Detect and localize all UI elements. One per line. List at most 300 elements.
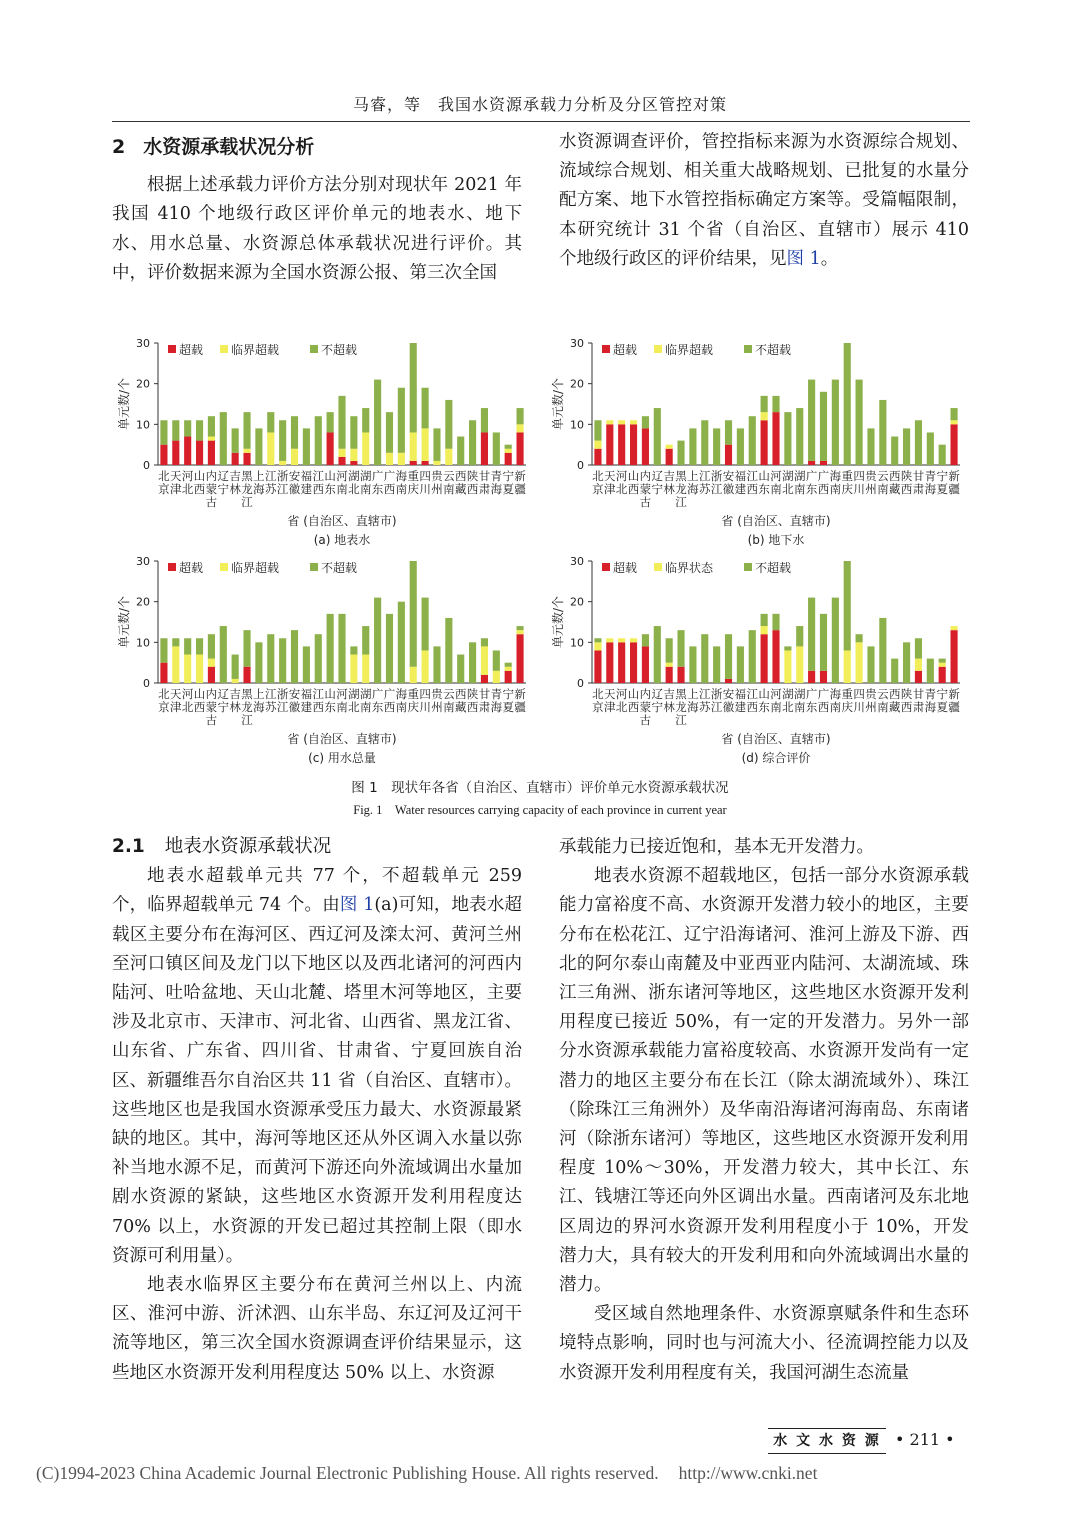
x-tick-label: 海 [253, 482, 265, 496]
x-tick-label: 海 [924, 482, 937, 496]
x-tick-label: 陕 [900, 687, 913, 701]
x-tick-label: 川 [853, 482, 865, 496]
bar-critical-1 [606, 638, 613, 642]
bar-not-over-12 [303, 646, 310, 683]
x-tick-label: 川 [853, 700, 865, 714]
x-tick-label: 广 [383, 687, 396, 701]
x-axis-label: 省 (自治区、直辖市) [721, 514, 831, 528]
x-tick-label: 南 [770, 700, 782, 714]
bar-critical-1 [172, 646, 179, 683]
bar-over-22 [422, 461, 429, 465]
bar-over-30 [951, 424, 958, 465]
x-tick-label: 山 [758, 469, 770, 483]
bar-critical-3 [630, 638, 637, 642]
bar-over-7 [243, 453, 250, 465]
bar-critical-9 [267, 432, 274, 465]
x-tick-label: 广 [805, 687, 818, 701]
x-tick-label: 江 [746, 687, 759, 701]
section-2-para1-continued [559, 128, 969, 274]
bar-over-14 [327, 432, 334, 465]
y-tick-label: 20 [136, 377, 150, 391]
bar-over-4 [208, 441, 215, 465]
x-tick-label: 林 [229, 482, 241, 496]
x-tick-label: 广 [383, 469, 396, 483]
bar-critical-14 [761, 412, 768, 420]
p1-text-pre: 地表水超载单元共 77 个，不超载单元 259 个，临界超载单元 74 个。由 [112, 866, 522, 916]
y-tick-label: 20 [136, 595, 150, 609]
x-tick-label: 蒙 [205, 482, 218, 496]
x-tick-label: 福 [300, 469, 313, 483]
bar-over-1 [606, 424, 613, 465]
x-tick-label: 京 [158, 700, 170, 714]
x-tick-label: 云 [877, 687, 889, 701]
bar-not-over-24 [445, 618, 452, 683]
x-tick-label: 宁 [217, 700, 230, 714]
bar-critical-27 [481, 646, 488, 674]
x-tick-label: 西 [383, 700, 396, 714]
bar-not-over-5 [654, 408, 661, 465]
figure-1a-link[interactable]: 图 1 [339, 895, 375, 916]
x-tick-label: 林 [663, 482, 675, 496]
bar-not-over-16 [784, 646, 791, 650]
bar-not-over-30 [517, 408, 524, 424]
x-tick-label: 津 [170, 700, 182, 714]
x-tick-label: 海 [687, 482, 699, 496]
bar-over-27 [915, 671, 922, 683]
x-tick-label: 湖 [782, 687, 794, 701]
bar-critical-2 [618, 638, 625, 642]
x-tick-label: 山 [627, 687, 640, 701]
bar-not-over-1 [172, 420, 179, 440]
bar-not-over-16 [350, 646, 357, 654]
bar-critical-2 [618, 420, 625, 424]
bar-not-over-14 [327, 614, 334, 683]
bar-not-over-9 [267, 412, 274, 432]
y-tick-label: 10 [570, 636, 584, 650]
bar-not-over-10 [713, 646, 720, 683]
x-tick-label: 四 [419, 469, 431, 483]
x-tick-label: 徽 [288, 700, 301, 714]
x-tick-label: 安 [288, 687, 301, 701]
legend-swatch-critical [654, 563, 662, 571]
section-2-1-para4: 受区域自然地理条件、水资源禀赋条件和生态环境特点影响，同时也与河流大小、径流调控能力以及水资源开发利用程度有关，我国河湖生态流量 [559, 1304, 969, 1383]
x-tick-label: 重 [407, 469, 419, 483]
bar-over-6 [232, 453, 239, 465]
bar-over-30 [517, 432, 524, 465]
bar-over-15 [772, 412, 779, 465]
x-tick-label: 庆 [407, 482, 419, 496]
bar-over-29 [505, 671, 512, 683]
bar-not-over-20 [832, 380, 839, 465]
bar-critical-3 [196, 655, 203, 683]
bar-critical-30 [517, 630, 524, 634]
legend-swatch-not-over [310, 563, 318, 571]
x-tick-label: 海 [395, 469, 408, 483]
x-tick-label: 内 [205, 469, 218, 483]
y-tick-label: 0 [577, 459, 584, 472]
bar-not-over-21 [844, 561, 851, 650]
x-tick-label: 疆 [948, 700, 960, 714]
section-2-heading [112, 133, 522, 162]
bar-critical-16 [784, 650, 791, 683]
x-tick-label: 州 [865, 482, 877, 496]
bar-over-2 [618, 424, 625, 465]
x-tick-label: 福 [300, 687, 313, 701]
x-tick-label: 徽 [722, 482, 735, 496]
legend-label-critical: 临界超载 [231, 561, 280, 575]
x-tick-label: 建 [300, 700, 313, 714]
x-tick-label: 川 [419, 700, 431, 714]
x-tick-label: 贵 [431, 687, 443, 701]
x-tick-label: 庆 [841, 700, 853, 714]
x-tick-label: 山 [324, 687, 336, 701]
x-tick-label: 山 [324, 469, 336, 483]
x-tick-label: 上 [253, 687, 265, 701]
bar-not-over-0 [594, 638, 601, 642]
bar-critical-2 [184, 655, 191, 683]
bar-not-over-25 [457, 437, 464, 465]
x-tick-label: 京 [158, 482, 170, 496]
x-tick-label: 东 [324, 700, 336, 714]
bar-not-over-14 [761, 396, 768, 412]
x-tick-label: 林 [663, 700, 675, 714]
x-tick-label: 古 [639, 713, 652, 727]
bar-not-over-3 [196, 638, 203, 654]
bar-not-over-23 [433, 428, 440, 461]
legend-label-over: 超载 [179, 343, 204, 357]
x-tick-label: 河 [615, 469, 628, 483]
legend-label-not-over: 不超载 [321, 561, 358, 575]
x-tick-label: 云 [443, 469, 455, 483]
bar-over-3 [196, 441, 203, 465]
x-tick-label: 龙 [241, 700, 253, 714]
legend-swatch-over [602, 345, 610, 353]
bar-not-over-11 [291, 630, 298, 683]
bar-critical-21 [410, 667, 417, 683]
x-axis-label: 省 (自治区、直辖市) [721, 732, 831, 746]
x-tick-label: 海 [829, 687, 842, 701]
y-axis-label: 单元数/个 [551, 377, 565, 431]
bar-over-21 [410, 461, 417, 465]
bar-not-over-28 [493, 650, 500, 670]
x-tick-label: 青 [924, 687, 937, 701]
section-2-title: 水资源承载状况分析 [143, 136, 315, 158]
bar-critical-14 [761, 626, 768, 634]
legend-swatch-not-over [744, 563, 752, 571]
x-tick-label: 黑 [241, 469, 253, 483]
x-tick-label: 内 [639, 469, 652, 483]
x-tick-label: 州 [431, 700, 443, 714]
x-tick-label: 江 [241, 495, 253, 509]
x-tick-label: 南 [359, 700, 372, 714]
x-tick-label: 宁 [502, 469, 514, 483]
x-tick-label: 河 [181, 469, 194, 483]
x-tick-label: 安 [722, 469, 735, 483]
x-tick-label: 西 [746, 482, 759, 496]
copyright-line [36, 1463, 817, 1484]
x-tick-label: 徽 [288, 482, 301, 496]
bar-not-over-25 [891, 437, 898, 465]
x-tick-label: 京 [592, 700, 604, 714]
x-tick-label: 山 [193, 687, 206, 701]
x-tick-label: 安 [288, 469, 301, 483]
x-tick-label: 广 [371, 469, 384, 483]
legend-label-critical: 临界状态 [665, 561, 714, 575]
bar-not-over-5 [654, 626, 661, 683]
x-tick-label: 江 [276, 482, 289, 496]
copyright-text: (C)1994-2023 China Academic Journal Electronic Publishing House. All rights reserved. [36, 1463, 659, 1483]
bar-over-7 [243, 667, 250, 683]
bar-not-over-15 [338, 396, 345, 449]
legend-swatch-critical [654, 345, 662, 353]
bar-not-over-3 [196, 420, 203, 440]
bar-critical-15 [338, 449, 345, 457]
x-tick-label: 内 [205, 687, 218, 701]
x-tick-label: 北 [615, 700, 628, 714]
legend-label-critical: 临界超载 [231, 343, 280, 357]
x-tick-label: 西 [746, 700, 759, 714]
x-tick-label: 河 [615, 687, 628, 701]
x-tick-label: 蒙 [205, 700, 218, 714]
x-tick-label: 南 [793, 700, 806, 714]
x-tick-label: 夏 [502, 482, 514, 496]
bar-not-over-20 [832, 598, 839, 683]
bar-not-over-24 [879, 618, 886, 683]
bar-not-over-23 [433, 646, 440, 683]
x-tick-label: 南 [336, 482, 348, 496]
bar-not-over-29 [505, 445, 512, 449]
bar-over-0 [594, 449, 601, 465]
x-tick-label: 北 [181, 700, 194, 714]
x-tick-label: 蒙 [639, 482, 652, 496]
para1-cont-end: 。 [820, 248, 839, 269]
x-tick-label: 北 [348, 482, 360, 496]
x-tick-label: 北 [782, 482, 794, 496]
x-tick-label: 南 [359, 482, 372, 496]
bar-not-over-20 [398, 602, 405, 683]
x-tick-label: 海 [924, 700, 937, 714]
bar-not-over-15 [772, 396, 779, 412]
bar-not-over-5 [220, 626, 227, 683]
y-tick-label: 30 [136, 337, 150, 350]
bar-critical-21 [844, 650, 851, 683]
figure-caption-zh: 图 1 现状年各省（自治区、直辖市）评价单元水资源承载状况 [351, 780, 729, 796]
bar-not-over-27 [915, 420, 922, 465]
x-tick-label: 四 [853, 469, 865, 483]
bar-not-over-26 [469, 420, 476, 465]
bar-not-over-6 [232, 428, 239, 452]
bar-critical-17 [362, 432, 369, 465]
x-tick-label: 新 [948, 687, 960, 701]
x-tick-label: 湖 [348, 469, 360, 483]
x-tick-label: 肃 [912, 700, 925, 714]
bar-critical-29 [939, 663, 946, 667]
x-tick-label: 西 [888, 687, 901, 701]
x-tick-label: 湖 [793, 469, 806, 483]
bar-not-over-14 [761, 614, 768, 626]
x-tick-label: 上 [253, 469, 265, 483]
chart-subtitle: (c) 用水总量 [308, 751, 376, 765]
x-tick-label: 藏 [454, 700, 467, 714]
legend-swatch-critical [220, 345, 228, 353]
section-2-number: 2 [112, 136, 126, 158]
bar-critical-16 [350, 449, 357, 461]
running-head: 马睿，等 我国水资源承载力分析及分区管控对策 [352, 95, 727, 114]
bar-over-29 [505, 453, 512, 465]
x-tick-label: 西 [627, 700, 640, 714]
y-tick-label: 0 [143, 459, 150, 472]
bar-not-over-5 [220, 412, 227, 465]
bar-critical-0 [594, 642, 601, 650]
bar-not-over-28 [927, 659, 934, 683]
x-tick-label: 南 [443, 700, 455, 714]
bar-not-over-7 [677, 441, 684, 465]
x-tick-label: 湖 [782, 469, 794, 483]
right-column-bottom [559, 833, 969, 1388]
x-tick-label: 南 [877, 482, 889, 496]
x-tick-label: 内 [639, 687, 652, 701]
x-tick-label: 河 [336, 469, 348, 483]
x-tick-label: 浙 [276, 687, 289, 701]
bar-not-over-18 [374, 380, 381, 465]
bar-not-over-0 [160, 420, 167, 444]
bar-critical-16 [350, 655, 357, 683]
x-tick-label: 北 [181, 482, 194, 496]
x-tick-label: 江 [276, 700, 289, 714]
legend-swatch-not-over [310, 345, 318, 353]
bar-not-over-8 [255, 428, 262, 465]
x-tick-label: 夏 [936, 700, 948, 714]
bar-critical-0 [594, 441, 601, 449]
bar-not-over-20 [398, 388, 405, 453]
left-column-bottom [112, 832, 522, 1388]
x-tick-label: 江 [265, 687, 277, 701]
bar-over-4 [642, 428, 649, 465]
bar-over-0 [160, 445, 167, 465]
cnki-url[interactable]: http://www.cnki.net [678, 1463, 818, 1483]
x-tick-label: 建 [734, 700, 747, 714]
bar-not-over-4 [642, 416, 649, 428]
x-tick-label: 北 [592, 687, 604, 701]
x-tick-label: 徽 [722, 700, 735, 714]
x-tick-label: 夏 [936, 482, 948, 496]
x-tick-label: 西 [900, 482, 913, 496]
bar-over-2 [618, 642, 625, 683]
bar-over-14 [761, 420, 768, 465]
x-tick-label: 辽 [651, 687, 664, 701]
x-tick-label: 古 [639, 495, 652, 509]
bar-over-3 [630, 642, 637, 683]
bar-critical-7 [243, 449, 250, 453]
x-tick-label: 藏 [888, 700, 901, 714]
legend-label-not-over: 不超载 [755, 561, 792, 575]
bar-not-over-19 [386, 614, 393, 683]
y-tick-label: 10 [570, 418, 584, 432]
bar-not-over-18 [808, 598, 815, 671]
x-tick-label: 建 [300, 482, 313, 496]
x-tick-label: 龙 [675, 700, 687, 714]
bar-not-over-10 [713, 428, 720, 465]
section-2-1-number: 2.1 [112, 836, 145, 857]
x-tick-label: 疆 [514, 700, 526, 714]
x-tick-label: 陕 [466, 469, 479, 483]
x-tick-label: 青 [490, 469, 503, 483]
figure-1-link[interactable]: 图 1 [786, 248, 821, 269]
bar-critical-3 [630, 420, 637, 424]
x-tick-label: 庆 [841, 482, 853, 496]
x-tick-label: 宁 [217, 482, 230, 496]
x-tick-label: 重 [841, 687, 853, 701]
chart-subtitle: (a) 地表水 [313, 533, 371, 547]
x-tick-label: 龙 [241, 482, 253, 496]
bar-not-over-14 [327, 412, 334, 432]
legend-label-critical: 临界超载 [665, 343, 714, 357]
bar-critical-29 [505, 667, 512, 671]
legend-swatch-over [168, 563, 176, 571]
bar-not-over-26 [469, 642, 476, 683]
x-tick-label: 河 [336, 687, 348, 701]
bar-over-3 [630, 424, 637, 465]
x-tick-label: 津 [604, 700, 616, 714]
x-tick-label: 天 [604, 687, 616, 701]
legend-swatch-over [602, 563, 610, 571]
bar-not-over-12 [303, 428, 310, 465]
x-tick-label: 东 [371, 700, 384, 714]
bar-not-over-26 [903, 428, 910, 465]
x-axis-label: 省 (自治区、直辖市) [287, 732, 397, 746]
x-tick-label: 甘 [478, 687, 491, 701]
y-tick-label: 30 [570, 337, 584, 350]
x-tick-label: 藏 [888, 482, 901, 496]
bar-not-over-12 [737, 428, 744, 465]
bar-not-over-27 [481, 638, 488, 646]
legend-label-over: 超载 [613, 561, 638, 575]
x-tick-label: 江 [675, 713, 687, 727]
bar-not-over-12 [737, 646, 744, 683]
x-tick-label: 安 [722, 687, 735, 701]
bar-not-over-9 [701, 634, 708, 683]
bar-over-14 [761, 634, 768, 683]
x-tick-label: 宁 [502, 687, 514, 701]
x-tick-label: 江 [710, 700, 723, 714]
x-tick-label: 江 [746, 469, 759, 483]
x-tick-label: 北 [592, 469, 604, 483]
x-tick-label: 新 [948, 469, 960, 483]
bar-critical-19 [386, 453, 393, 465]
bar-critical-17 [362, 655, 369, 683]
x-tick-label: 林 [229, 700, 241, 714]
x-tick-label: 西 [817, 482, 830, 496]
bar-over-6 [666, 667, 673, 683]
chart-subtitle: (b) 地下水 [747, 533, 805, 547]
bar-not-over-13 [749, 630, 756, 683]
x-tick-label: 吉 [663, 687, 675, 701]
x-tick-label: 黑 [675, 469, 687, 483]
bar-not-over-19 [386, 412, 393, 453]
x-tick-label: 江 [675, 495, 687, 509]
bar-not-over-27 [915, 638, 922, 658]
x-tick-label: 南 [793, 482, 806, 496]
x-tick-label: 海 [253, 700, 265, 714]
bar-critical-4 [208, 437, 215, 441]
x-tick-label: 东 [805, 482, 818, 496]
bar-not-over-19 [820, 614, 827, 671]
x-tick-label: 南 [829, 700, 842, 714]
bar-over-30 [517, 634, 524, 683]
bar-critical-1 [606, 420, 613, 424]
x-tick-label: 北 [158, 687, 170, 701]
x-tick-label: 浙 [276, 469, 289, 483]
